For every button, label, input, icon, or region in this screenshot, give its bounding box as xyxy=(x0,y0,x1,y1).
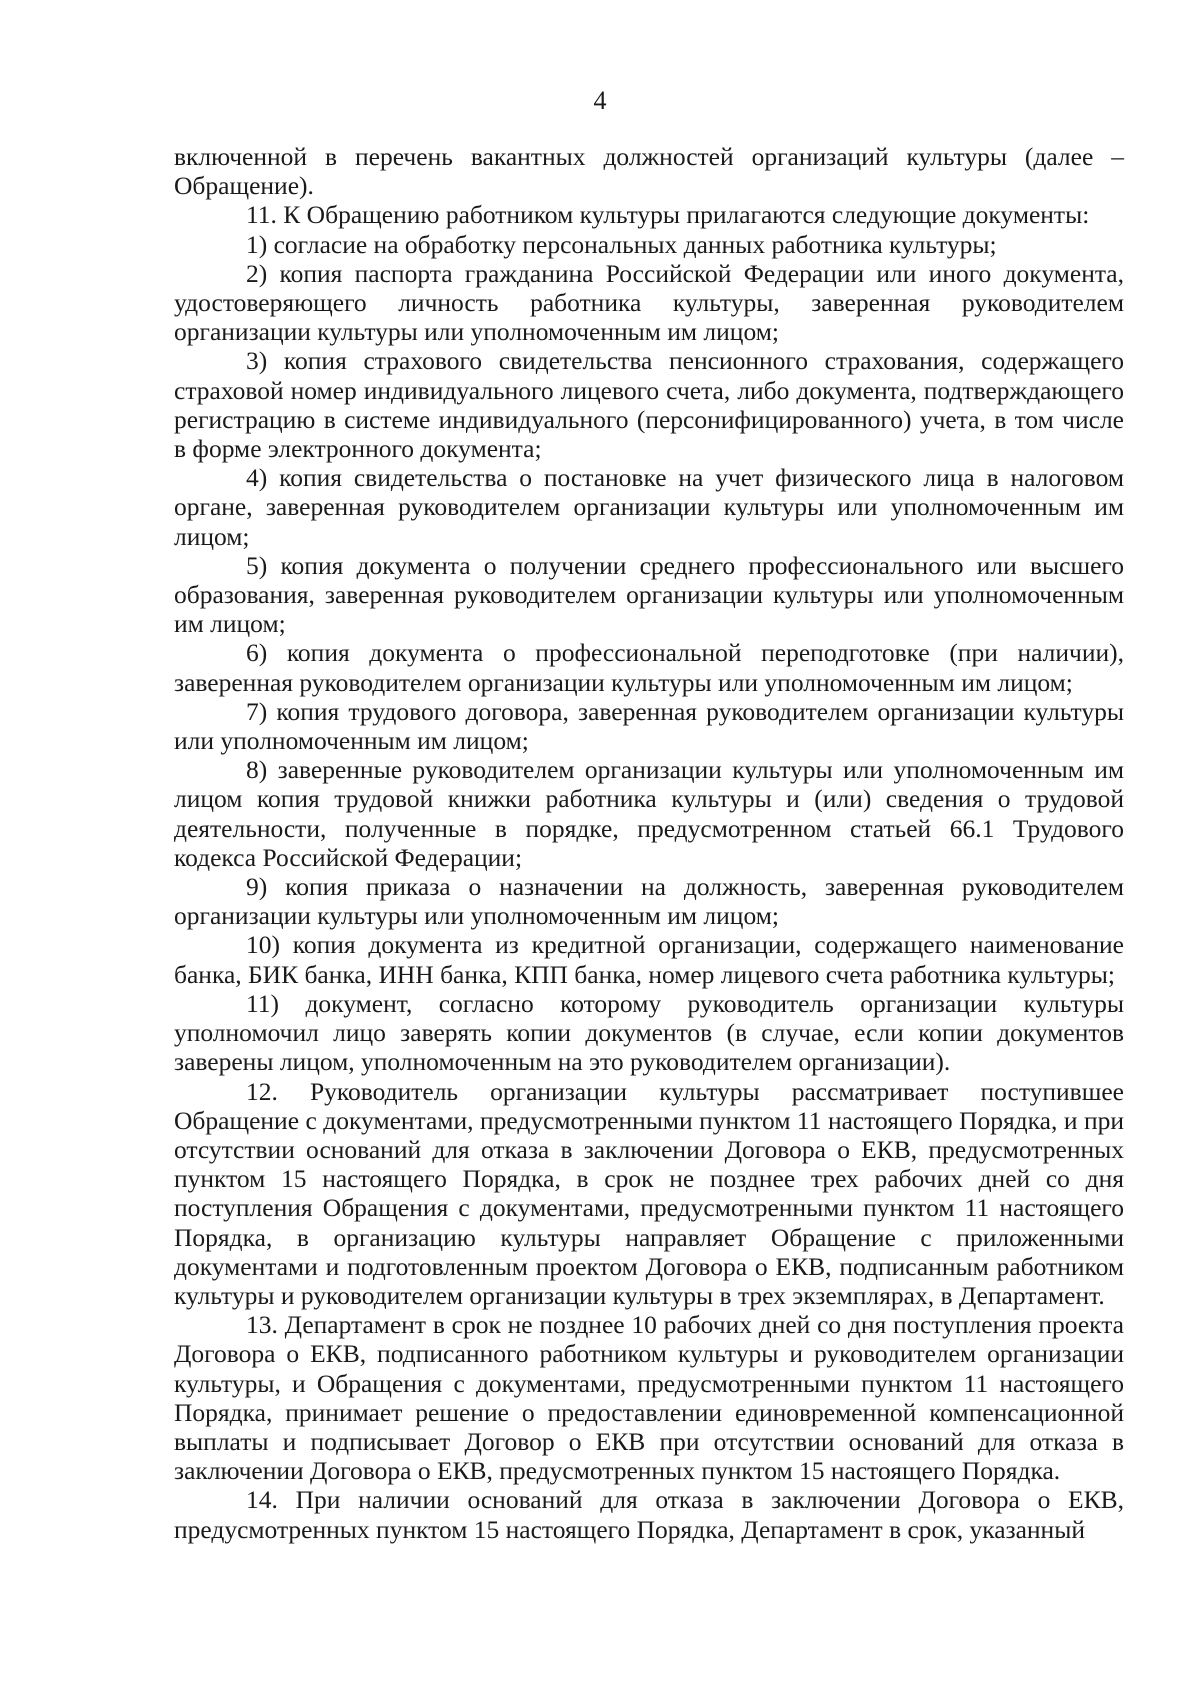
paragraph-subitem-9: 9) копия приказа о назначении на должность, заверенная руководителем организации культуры или уполномоченным им лицом; xyxy=(174,872,1124,931)
paragraph-subitem-1: 1) согласие на обработку персональных данных работника культуры; xyxy=(246,229,997,259)
paragraph-subitem-2: 2) копия паспорта гражданина Российской Федерации или иного документа, удостоверяющего личность работника культуры, заверенная руководителем организации культуры или уполномоченным им лицом; xyxy=(174,258,1124,347)
page-number: 4 xyxy=(593,86,607,115)
paragraph-item-13: 13. Департамент в срок не позднее 10 рабочих дней со дня поступления проекта Договора о ЕКВ, подписанного работником культуры и руководителем организации культуры, и Обращения с документами, предусмотренными пунктом 11 настоящего Порядка, принимает решение о предоставлении единовременной компенсационной выплаты и подписывает Договор о ЕКВ при отсутствии оснований для отказа в заключении Договора о ЕКВ, предусмотренных пунктом 15 настоящего Порядка. xyxy=(174,1310,1124,1486)
paragraph-subitem-7: 7) копия трудового договора, заверенная руководителем организации культуры или уполномоченным им лицом; xyxy=(174,696,1124,756)
paragraph-item-12: 12. Руководитель организации культуры рассматривает поступившее Обращение с документами, предусмотренными пунктом 11 настоящего Порядка, и при отсутствии оснований для отказа в заключении Договора о ЕКВ, предусмотренных пунктом 15 настоящего Порядка, в срок не позднее трех рабочих дней со дня поступления Обращения с документами, предусмотренными пунктом 11 настоящего Порядка, в организацию культуры направляет Обращение с приложенными документами и подготовленным проектом Договора о ЕКВ, подписанным работником культуры и руководителем организации культуры в трех экземплярах, в Департамент. xyxy=(174,1076,1124,1310)
paragraph-item-11: 11. К Обращению работником культуры прилагаются следующие документы: xyxy=(246,200,1090,230)
paragraph-subitem-8: 8) заверенные руководителем организации культуры или уполномоченным им лицом копия трудовой книжки работника культуры и (или) сведения о трудовой деятельности, полученные в порядке, предусмотренном статьей 66.1 Трудового кодекса Российской Федерации; xyxy=(174,755,1124,872)
paragraph-subitem-3: 3) копия страхового свидетельства пенсионного страхования, содержащего страховой номер индивидуального лицевого счета, либо документа, подтверждающего регистрацию в системе индивидуального (персонифицированного) учета, в том числе в форме электронного документа; xyxy=(174,346,1124,464)
paragraph-subitem-6: 6) копия документа о профессиональной переподготовке (при наличии), заверенная руководителем организации культуры или уполномоченным им лицом; xyxy=(174,638,1124,697)
paragraph-subitem-4: 4) копия свидетельства о постановке на учет физического лица в налоговом органе, заверенная руководителем организации культуры или уполномоченным им лицом; xyxy=(174,463,1124,551)
document-body xyxy=(174,142,1124,1544)
paragraph-continuation: включенной в перечень вакантных должностей организаций культуры (далее – Обращение). xyxy=(174,142,1124,201)
paragraph-subitem-10: 10) копия документа из кредитной организации, содержащего наименование банка, БИК банка, ИНН банка, КПП банка, номер лицевого счета работника культуры; xyxy=(174,930,1124,989)
paragraph-subitem-5: 5) копия документа о получении среднего профессионального или высшего образования, заверенная руководителем организации культуры или уполномоченным им лицом; xyxy=(174,550,1124,639)
paragraph-subitem-11: 11) документ, согласно которому руководитель организации культуры уполномочил лицо заверять копии документов (в случае, если копии документов заверены лицом, уполномоченным на это руководителем организации). xyxy=(174,988,1124,1077)
paragraph-item-14: 14. При наличии оснований для отказа в заключении Договора о ЕКВ, предусмотренных пунктом 15 настоящего Порядка, Департамент в срок, указанный xyxy=(174,1485,1124,1544)
